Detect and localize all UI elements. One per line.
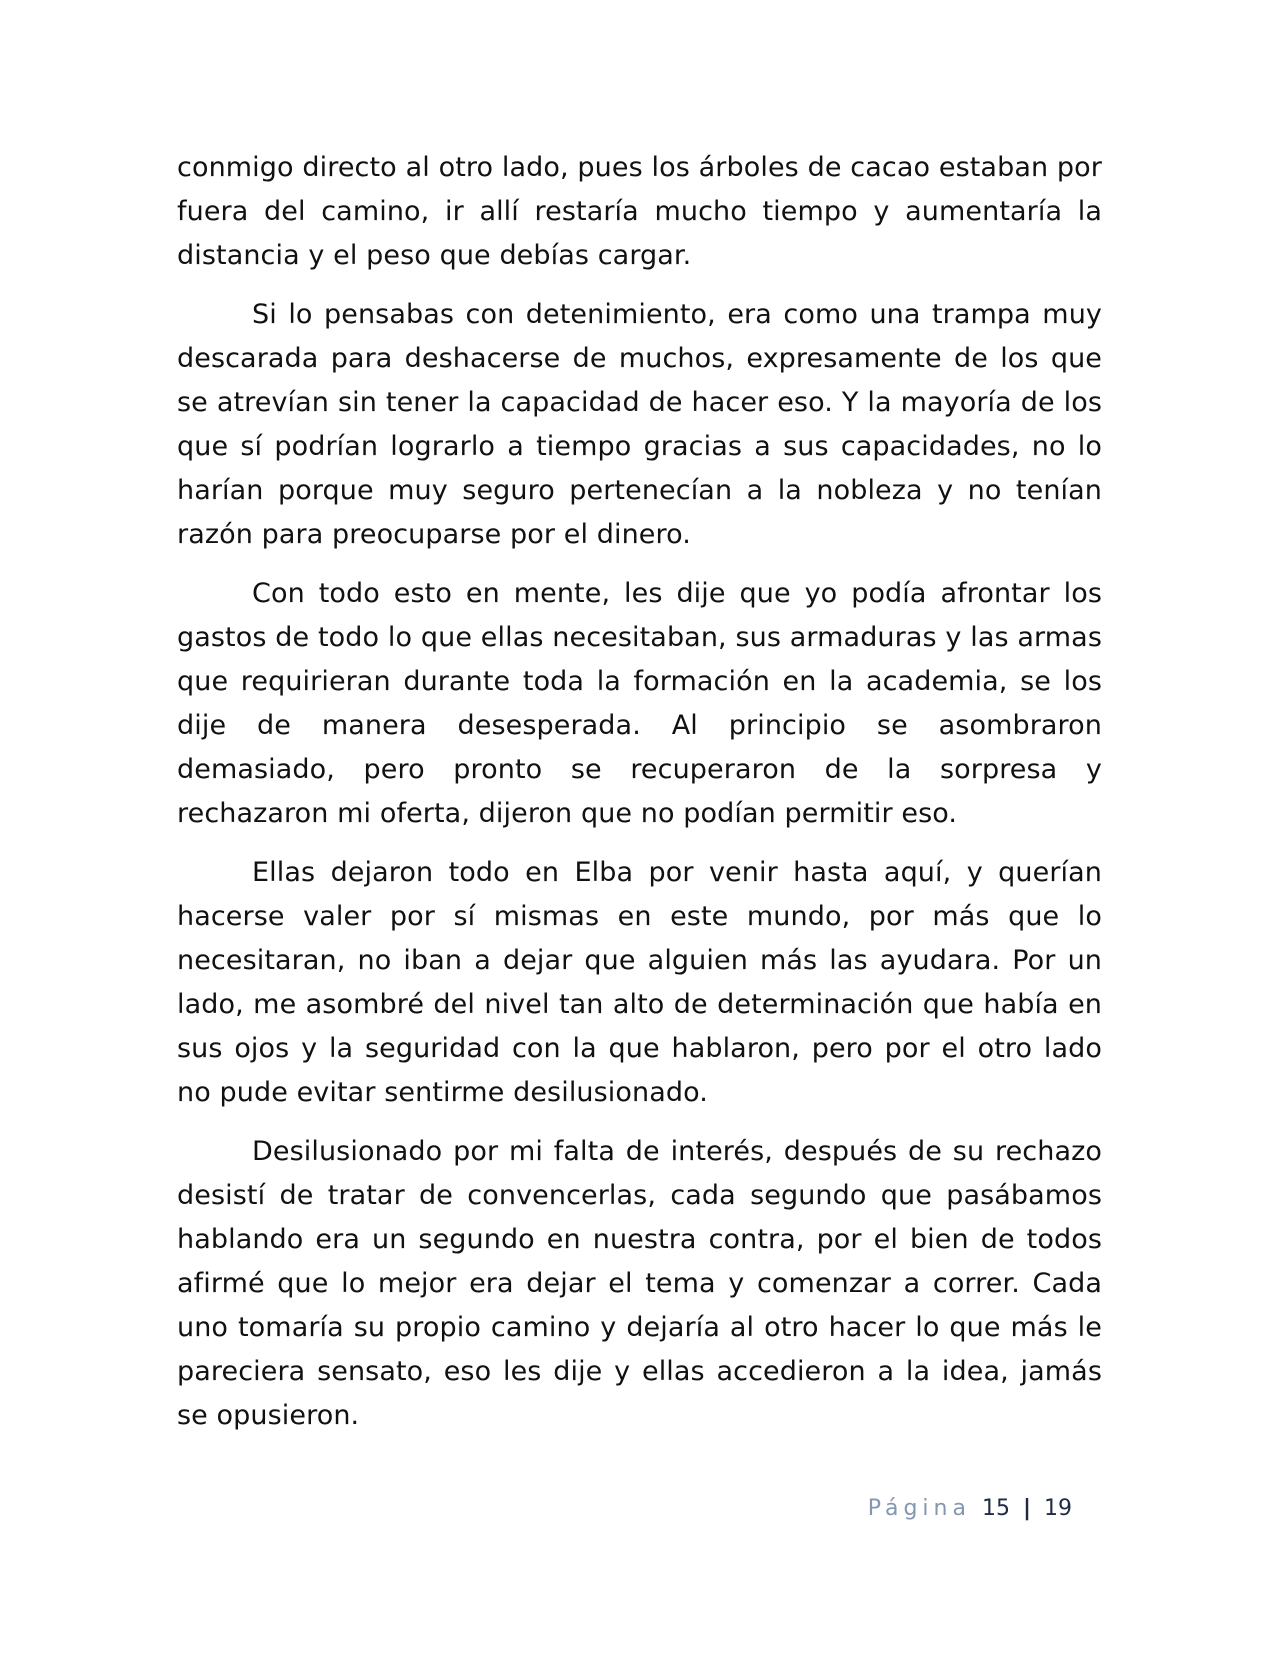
current-page-number: 15 bbox=[981, 1496, 1010, 1521]
paragraph-3: Con todo esto en mente, les dije que yo podía afrontar los gastos de todo lo que ellas necesitaban, sus armaduras y las armas que requirieran durante toda la formación en la academia, se los dije de manera desesperada. Al principio se asombraron demasiado, pero pronto se recuperaron de la sorpresa y rechazaron mi oferta, dijeron que no podían permitir eso. bbox=[177, 578, 1102, 829]
page-footer bbox=[868, 1495, 1072, 1523]
paragraph-4: Ellas dejaron todo en Elba por venir hasta aquí, y querían hacerse valer por sí mismas en este mundo, por más que lo necesitaran, no iban a dejar que alguien más las ayudara. Por un lado, me asombré del nivel tan alto de determinación que había en sus ojos y la seguridad con la que hablaron, pero por el otro lado no pude evitar sentirme desilusionado. bbox=[177, 857, 1102, 1108]
body-text bbox=[177, 146, 1102, 1453]
paragraph-5: Desilusionado por mi falta de interés, después de su rechazo desistí de tratar de convencerlas, cada segundo que pasábamos hablando era un segundo en nuestra contra, por el bien de todos afirmé que lo mejor era dejar el tema y comenzar a correr. Cada uno tomaría su propio camino y dejaría al otro hacer lo que más le pareciera sensato, eso les dije y ellas accedieron a la idea, jamás se opusieron. bbox=[177, 1136, 1102, 1431]
page-separator: | bbox=[1022, 1496, 1031, 1521]
page-label: Página bbox=[867, 1496, 971, 1521]
paragraph-1: conmigo directo al otro lado, pues los árboles de cacao estaban por fuera del camino, ir allí restaría mucho tiempo y aumentaría la distancia y el peso que debías cargar. bbox=[177, 152, 1102, 271]
paragraph-2: Si lo pensabas con detenimiento, era como una trampa muy descarada para deshacerse de muchos, expresamente de los que se atrevían sin tener la capacidad de hacer eso. Y la mayoría de los que sí podrían lograrlo a tiempo gracias a sus capacidades, no lo harían porque muy seguro pertenecían a la nobleza y no tenían razón para preocuparse por el dinero. bbox=[177, 299, 1102, 550]
total-page-number: 19 bbox=[1044, 1496, 1072, 1521]
